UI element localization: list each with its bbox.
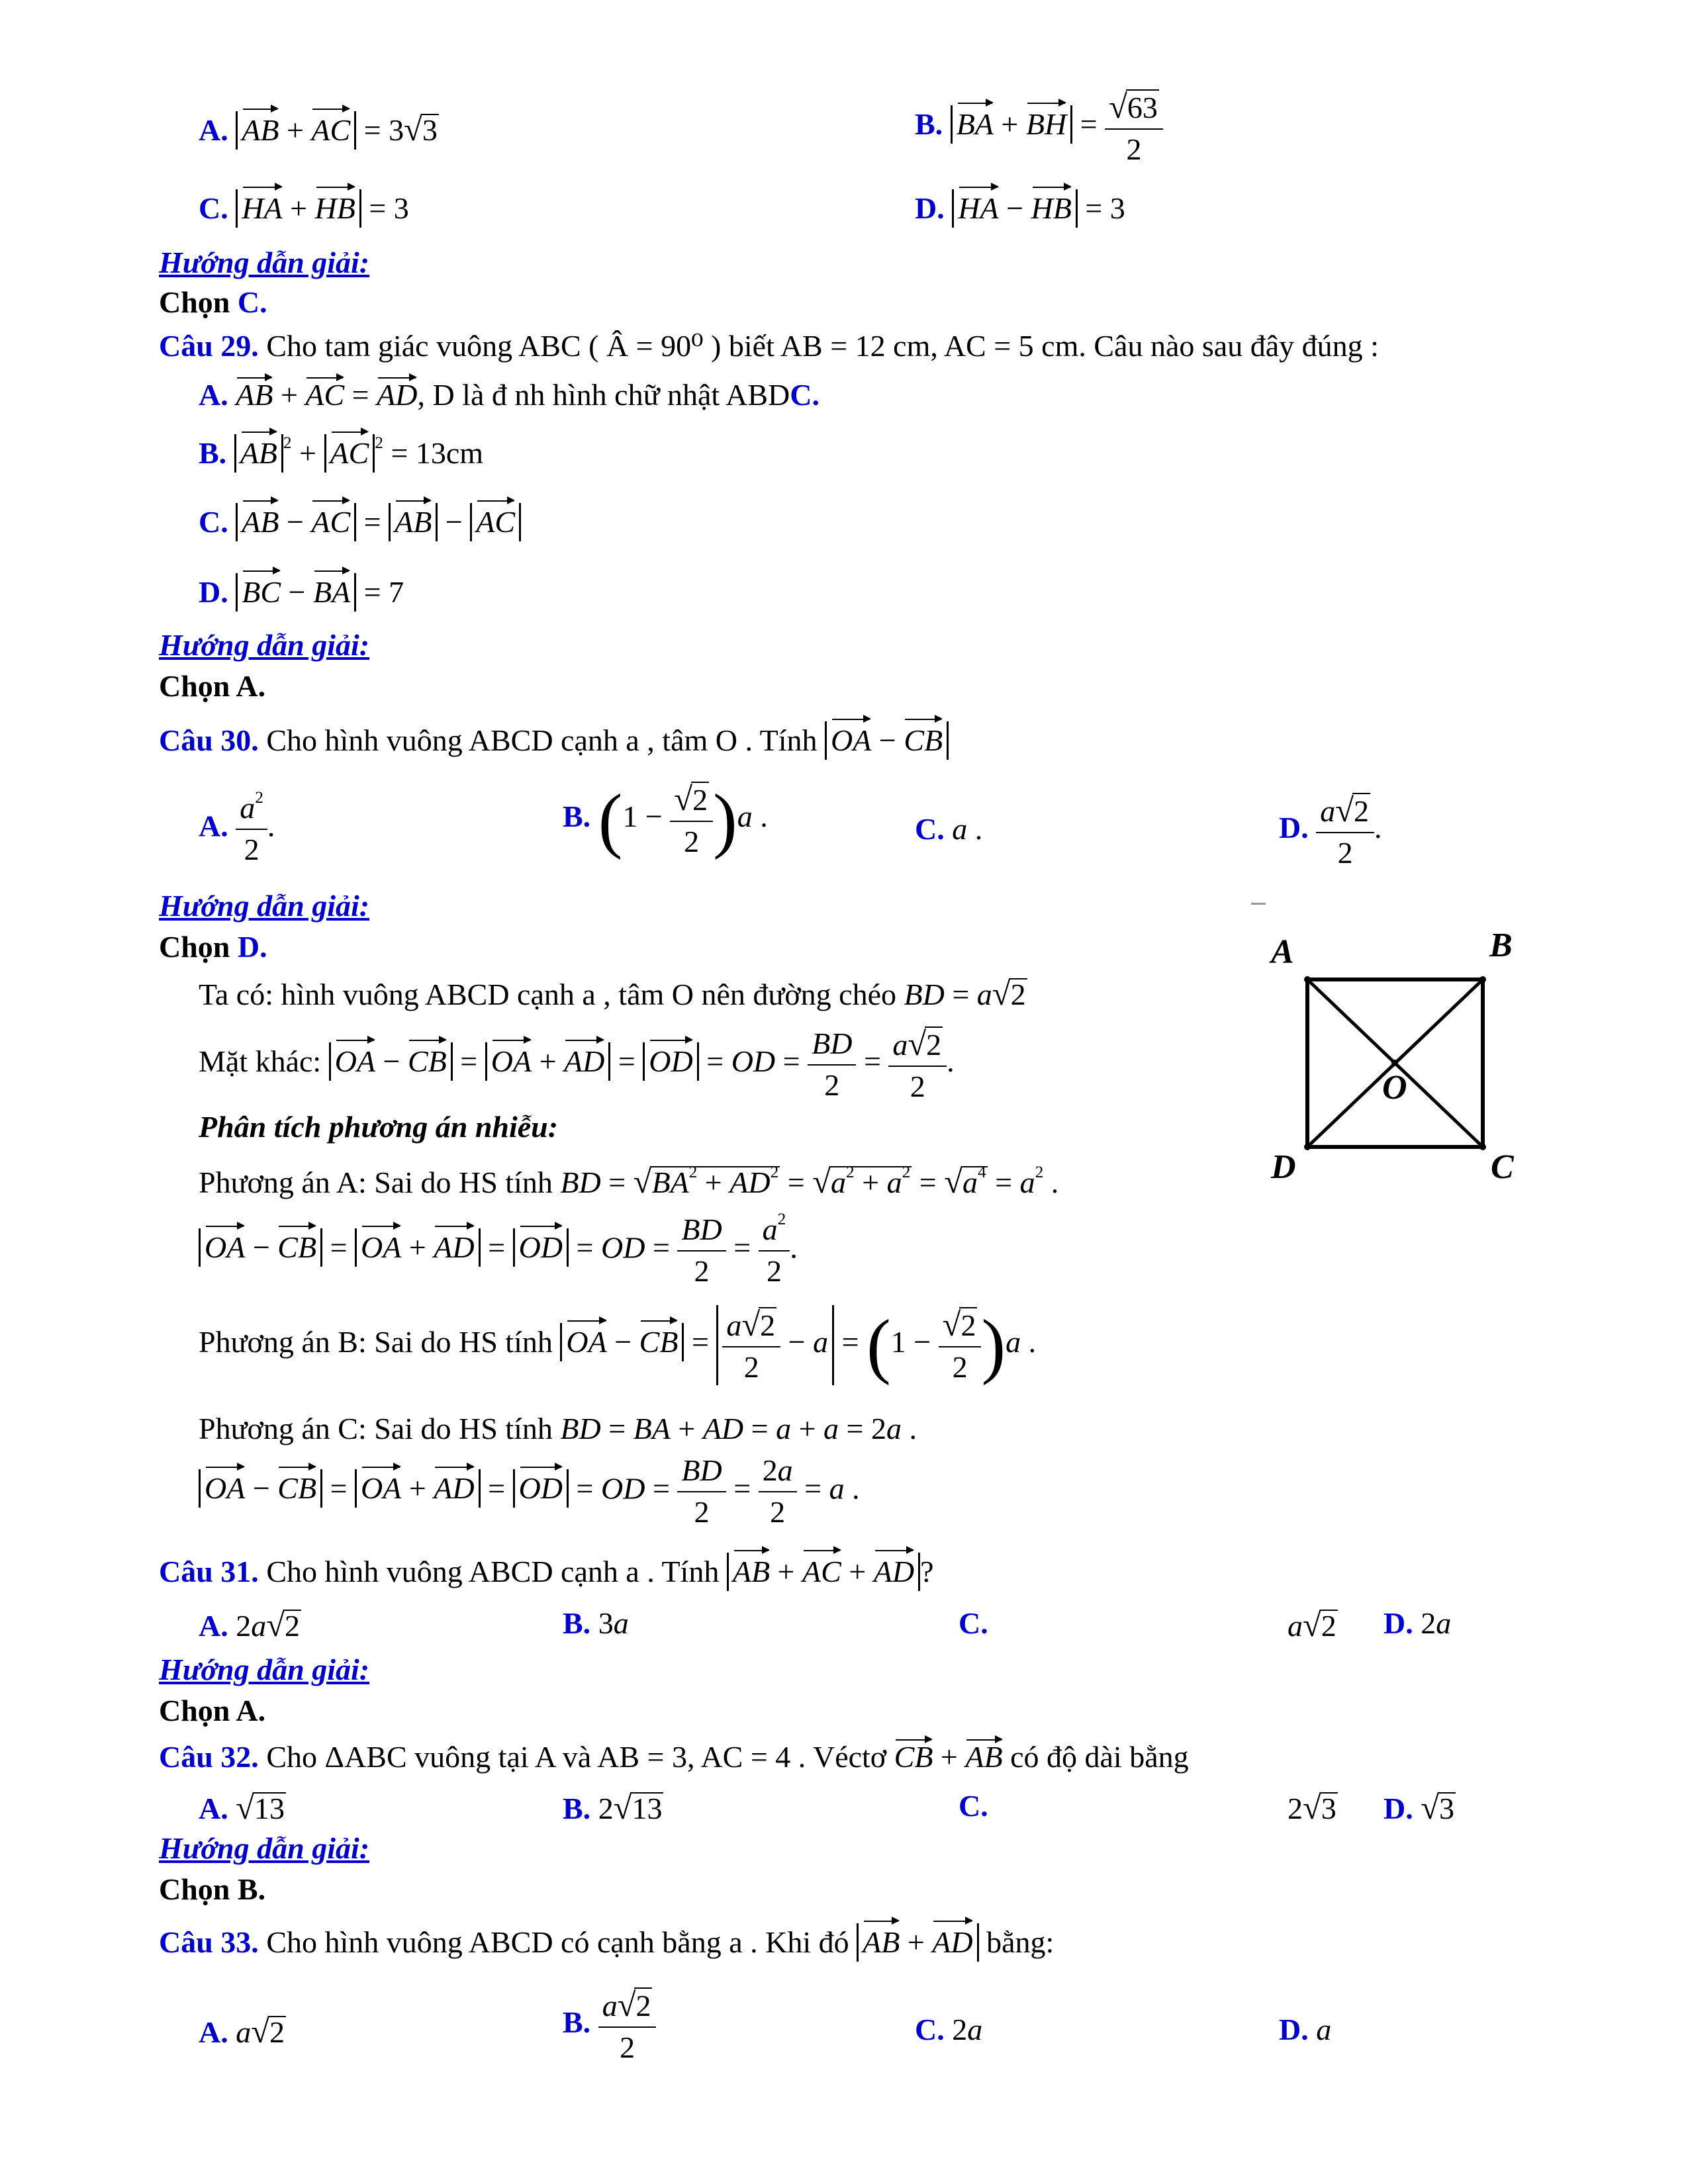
q31-option-b: B. 3a bbox=[563, 1606, 629, 1640]
q33-option-d: D. a bbox=[1279, 2013, 1332, 2046]
q30-option-a: A. $\frac{a^2}{2}$ . bbox=[199, 788, 275, 866]
guide-heading: Hướng dẫn giải: bbox=[159, 628, 370, 662]
vertex-b: B bbox=[1489, 927, 1513, 964]
q31-option-c-value: a√2 bbox=[1288, 1606, 1336, 1643]
q31-option-c: C. bbox=[959, 1606, 988, 1640]
q32-option-b: B. 2√13 bbox=[563, 1789, 663, 1826]
q29-option-c: C. AB − AC = AB − AC bbox=[199, 503, 521, 541]
option-label: A. bbox=[199, 113, 228, 147]
q32-option-c-value: 2√3 bbox=[1288, 1789, 1336, 1826]
top-option-a: A. AB + AC = 3√3 bbox=[199, 111, 439, 150]
answer-choice: Chọn A. bbox=[159, 1694, 266, 1727]
q30-option-d: D. $\frac{a√2}{2}$ . bbox=[1279, 792, 1382, 870]
q30-pa: Phương án A: Sai do HS tính BD = $√BA^2 + AD^2 = √a^2 + a^2 = √a^4 = a^2$ . bbox=[199, 1163, 1059, 1200]
q32-option-d: D. √3 bbox=[1383, 1789, 1455, 1826]
q33-option-a: A. a√2 bbox=[199, 2013, 285, 2050]
center-o: O bbox=[1382, 1069, 1407, 1107]
q32-option-a: A. √13 bbox=[199, 1789, 285, 1826]
figure-tick bbox=[1251, 903, 1266, 905]
q33-option-b: B. $\frac{a√2}{2}$ bbox=[563, 1985, 656, 2066]
top-option-b: B. BA + BH = $\frac{√63}{2}$ bbox=[915, 87, 1163, 167]
q33-option-c: C. 2a bbox=[915, 2013, 983, 2046]
top-option-d: D. HA − HB = 3 bbox=[915, 189, 1125, 228]
q30-pb: Phương án B: Sai do HS tính OA − CB = $\frac{a√2}{2}$ − a = (1 − $\frac{√2}{2}$ )a . bbox=[199, 1304, 1037, 1386]
q31-option-a: A. 2a√2 bbox=[199, 1606, 301, 1643]
q31-stem: Câu 31. Cho hình vuông ABCD cạnh a . Tính AB + AC + AD ? bbox=[159, 1553, 933, 1591]
q29-stem: Câu 29. Cho tam giác vuông ABC ( Â = 90⁰ ) biết AB = 12 cm, AC = 5 cm. Câu nào sau đây đúng : bbox=[159, 329, 1379, 363]
q30-option-b: B. (1 − $\frac{√2}{2}$ )a . bbox=[563, 779, 768, 860]
guide-heading: Hướng dẫn giải: bbox=[159, 889, 370, 923]
guide-heading: Hướng dẫn giải: bbox=[159, 1831, 370, 1865]
q30-pc-line2: OA − CB = OA + AD = OD = OD = $\frac{BD}{2}$ = $\frac{2a}{2}$ = a . bbox=[199, 1453, 860, 1530]
distractor-heading: Phân tích phương án nhiễu: bbox=[199, 1110, 559, 1144]
q30-stem: Câu 30. Cho hình vuông ABCD cạnh a , tâm O . Tính OA − CB bbox=[159, 721, 949, 760]
answer-choice: Chọn B. bbox=[159, 1872, 266, 1906]
abs-expr: AB + AC bbox=[236, 111, 356, 150]
q30-pc: Phương án C: Sai do HS tính BD = BA + AD = a + a = 2a . bbox=[199, 1412, 917, 1445]
q32-stem: Câu 32. Cho ΔABC vuông tại A và AB = 3, AC = 4 . Véctơ CB + AB có độ dài bằng bbox=[159, 1740, 1189, 1774]
vertex-c: C bbox=[1491, 1148, 1514, 1186]
answer-choice: Chọn D. bbox=[159, 930, 267, 964]
guide-heading: Hướng dẫn giải: bbox=[159, 246, 370, 279]
q29-option-a: A. AB + AC = AD, D là đ nh hình chữ nhật ABDC. bbox=[199, 378, 820, 412]
q29-option-d: D. BC − BA = 7 bbox=[199, 573, 404, 612]
vertex-d: D bbox=[1271, 1148, 1296, 1186]
vertex-a: A bbox=[1271, 933, 1294, 971]
answer-choice: Chọn A. bbox=[159, 669, 266, 703]
q31-option-d: D. 2a bbox=[1383, 1606, 1452, 1640]
option-label: B. bbox=[915, 107, 943, 142]
q30-line2: Mặt khác: OA − CB = OA + AD = OD = OD = $\frac{BD}{2}$ = $\frac{a√2}{2}$ . bbox=[199, 1025, 955, 1104]
top-option-c: C. HA + HB = 3 bbox=[199, 189, 409, 228]
square-figure bbox=[1258, 913, 1536, 1191]
q29-option-b: B. AB $^2$ + AC $^2$ = 13cm bbox=[199, 434, 483, 473]
q32-option-c: C. bbox=[959, 1789, 988, 1823]
answer-choice: Chọn C. bbox=[159, 285, 267, 319]
guide-heading: Hướng dẫn giải: bbox=[159, 1653, 370, 1686]
q30-option-c: C. a . bbox=[915, 812, 983, 846]
q33-stem: Câu 33. Cho hình vuông ABCD có cạnh bằng a . Khi đó AB + AD bằng: bbox=[159, 1923, 1054, 1962]
q30-line1: Ta có: hình vuông ABCD cạnh a , tâm O nên đường chéo BD = a√2 bbox=[199, 975, 1026, 1012]
q30-pa-line2: OA − CB = OA + AD = OD = OD = $\frac{BD}{2}$ = $\frac{a^2}{2}$ . bbox=[199, 1212, 798, 1289]
